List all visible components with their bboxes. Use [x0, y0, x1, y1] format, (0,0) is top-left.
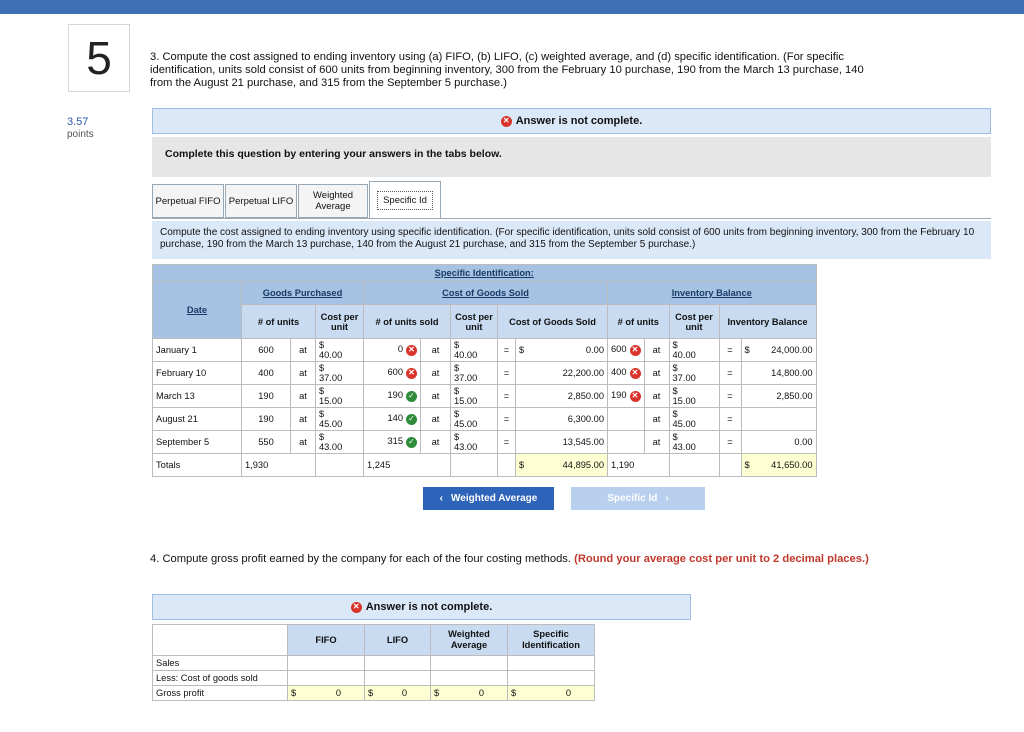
dollar-sign: $ [319, 409, 325, 419]
totals-sold: 1,245 [364, 454, 451, 477]
units-sold-input[interactable] [364, 362, 421, 385]
units-sold-value: 315 [387, 436, 403, 447]
at-label: at [291, 431, 316, 454]
at-label: at [421, 408, 451, 431]
equals-sign: = [719, 408, 741, 431]
tab-label: Specific Id [377, 191, 433, 210]
sales-fifo-input[interactable] [288, 656, 365, 671]
col-inv-units: # of units [608, 305, 670, 339]
col-inv-balance: Inventory Balance [719, 305, 816, 339]
cost-value: 40.00 [319, 350, 343, 360]
inv-balance-value [741, 385, 816, 408]
units-sold-input[interactable] [364, 385, 421, 408]
col-cogs: Cost of Goods Sold [498, 305, 608, 339]
at-label: at [644, 385, 669, 408]
inv-units-value: 600 [611, 344, 627, 355]
cost-value: 45.00 [672, 419, 696, 429]
question-4-text: 4. Compute gross profit earned by the company for each of the four costing methods. (Round your average cost per unit to 2 decimal places.) [150, 553, 869, 565]
chevron-right-icon: › [665, 493, 669, 504]
dollar-sign: $ [454, 386, 460, 396]
at-label: at [644, 362, 669, 385]
col-units: # of units [242, 305, 316, 339]
row-date: February 10 [153, 362, 242, 385]
error-icon: ✕ [406, 345, 417, 356]
dollar-sign: $ [319, 340, 325, 350]
sales-sid-input[interactable] [508, 656, 595, 671]
cost-per-unit-input[interactable] [316, 339, 364, 362]
equals-sign: = [719, 362, 741, 385]
gross-profit-sid: $ 0 [508, 686, 595, 701]
at-label: at [421, 362, 451, 385]
cost-value: 43.00 [319, 442, 343, 452]
tab-specific-id[interactable] [369, 181, 441, 219]
dollar-sign: $ [672, 363, 678, 373]
cost-value: 15.00 [672, 396, 696, 406]
error-icon: ✕ [351, 602, 362, 613]
dollar-sign: $ [319, 432, 325, 442]
inv-balance-value [741, 408, 816, 431]
dollar-sign: $ [672, 409, 678, 419]
cost-value: 45.00 [319, 419, 343, 429]
inv-balance-value [741, 362, 816, 385]
inv-units-value: 190 [611, 390, 627, 401]
inv-balance-amount: 0.00 [794, 437, 813, 447]
cogs-amount: 6,300.00 [567, 414, 604, 424]
dollar-sign: $ [454, 409, 460, 419]
totals-cogs[interactable]: $ 44,895.00 [516, 454, 608, 477]
gross-profit-lifo: $ 0 [365, 686, 431, 701]
instructions: Complete this question by entering your answers in the tabs below. [152, 137, 991, 177]
group-cogs: Cost of Goods Sold [364, 282, 608, 305]
cogs-amount: 0.00 [585, 345, 604, 355]
cogs-amount: 13,545.00 [562, 437, 604, 447]
inv-units-input[interactable] [608, 431, 645, 454]
q4-status-banner [152, 594, 691, 620]
inv-balance-amount: 2,850.00 [776, 391, 813, 401]
col-inv-cost-per-unit: Cost per unit [669, 305, 719, 339]
equals-sign: = [719, 339, 741, 362]
at-label: at [291, 408, 316, 431]
units-sold-value: 600 [387, 367, 403, 378]
points-label: points [67, 129, 94, 140]
inv-cost-per-unit [669, 385, 719, 408]
gross-profit-wa: $ 0 [431, 686, 508, 701]
dollar-sign: $ [454, 340, 460, 350]
equals-sign: = [498, 431, 516, 454]
gross-profit-fifo: $ 0 [288, 686, 365, 701]
totals-inv-units: 1,190 [608, 454, 670, 477]
cogs-lifo-input[interactable] [365, 671, 431, 686]
col-specific-identification: Specific Identification [508, 625, 595, 656]
cost-value: 37.00 [319, 373, 343, 383]
group-inventory: Inventory Balance [608, 282, 817, 305]
cost-value: 40.00 [454, 350, 478, 360]
row-date: January 1 [153, 339, 242, 362]
error-icon: ✕ [630, 345, 641, 356]
units-sold-input[interactable] [364, 408, 421, 431]
units-input[interactable]: 190 [242, 385, 291, 408]
units-input[interactable]: 600 [242, 339, 291, 362]
units-sold-input[interactable] [364, 339, 421, 362]
at-label: at [291, 362, 316, 385]
at-label: at [644, 408, 669, 431]
cogs-value [516, 339, 608, 362]
col-sold-cost-per-unit: Cost per unit [451, 305, 498, 339]
inv-units-value: 400 [611, 367, 627, 378]
question-number: 5 [68, 24, 130, 92]
tab-perpetual-fifo[interactable] [152, 184, 224, 218]
cogs-wa-input[interactable] [431, 671, 508, 686]
totals-inv-balance[interactable]: $ 41,650.00 [741, 454, 816, 477]
sub-question: Compute the cost assigned to ending inventory using specific identification. (For specific identification, units sold consist of 600 units from beginning inventory, 300 from the February 10 purchase, 190 from the March 13 purchase, 140 from the August 21 purchase, and 315 from the September 5 purchase.) [152, 221, 991, 259]
row-date: August 21 [153, 408, 242, 431]
check-icon: ✓ [406, 391, 417, 402]
at-label: at [291, 385, 316, 408]
check-icon: ✓ [406, 414, 417, 425]
row-date: September 5 [153, 431, 242, 454]
specific-id-table [152, 264, 817, 477]
inv-cost-per-unit [669, 339, 719, 362]
totals-units: 1,930 [242, 454, 316, 477]
question-text: 3. Compute the cost assigned to ending inventory using (a) FIFO, (b) LIFO, (c) weighted average, and (d) specific identification. (For specific identification, units sold consist of 600 units from beginning inventory, 300 from the February 10 purchase, 190 from the March 13 purchase, 140 from the August 21 purchase, and 315 from the September 5 purchase.) [150, 51, 864, 89]
answer-status-text: Answer is not complete. [515, 115, 643, 127]
inv-cost-per-unit [669, 362, 719, 385]
dollar-sign: $ [319, 363, 325, 373]
inv-cost-per-unit [669, 431, 719, 454]
tab-label: Weighted Average [313, 190, 353, 212]
cost-value: 15.00 [319, 396, 343, 406]
cost-value: 43.00 [672, 442, 696, 452]
cost-value: 43.00 [454, 442, 478, 452]
cost-value: 37.00 [672, 373, 696, 383]
cogs-amount: 22,200.00 [562, 368, 604, 378]
inv-units-input[interactable] [608, 385, 645, 408]
dollar-sign: $ [744, 345, 750, 355]
dollar-sign: $ [319, 386, 325, 396]
equals-sign: = [498, 339, 516, 362]
sales-lifo-input[interactable] [365, 656, 431, 671]
q4-status-text: Answer is not complete. [365, 601, 493, 613]
at-label: at [421, 431, 451, 454]
at-label: at [421, 339, 451, 362]
cost-per-unit-input[interactable] [316, 408, 364, 431]
sold-cost-per-unit [451, 431, 498, 454]
answer-status-banner [152, 108, 991, 134]
inv-balance-amount: 24,000.00 [771, 345, 813, 355]
col-weighted-average: Weighted Average [431, 625, 508, 656]
col-units-sold: # of units sold [364, 305, 451, 339]
row-cogs: Less: Cost of goods sold [153, 671, 288, 686]
units-sold-value: 0 [397, 344, 403, 355]
table-row [153, 385, 817, 408]
error-icon: ✕ [501, 116, 512, 127]
units-input[interactable]: 400 [242, 362, 291, 385]
equals-sign: = [719, 431, 741, 454]
error-icon: ✕ [630, 391, 641, 402]
cost-per-unit-input[interactable] [316, 431, 364, 454]
at-label: at [421, 385, 451, 408]
table-row [153, 339, 817, 362]
totals-label: Totals [153, 454, 242, 477]
cogs-fifo-input[interactable] [288, 671, 365, 686]
row-sales: Sales [153, 656, 288, 671]
col-cost-per-unit: Cost per unit [316, 305, 364, 339]
inv-balance-amount: 14,800.00 [771, 368, 813, 378]
tab-perpetual-lifo[interactable] [225, 184, 297, 218]
inv-cost-per-unit [669, 408, 719, 431]
cogs-value [516, 408, 608, 431]
cost-value: 40.00 [672, 350, 696, 360]
units-input[interactable]: 190 [242, 408, 291, 431]
tab-label: Perpetual FIFO [155, 195, 221, 207]
error-icon: ✕ [630, 368, 641, 379]
cost-per-unit-input[interactable] [316, 362, 364, 385]
tab-label: Perpetual LIFO [228, 195, 294, 207]
equals-sign: = [498, 362, 516, 385]
units-sold-value: 140 [387, 413, 403, 424]
cogs-amount: 2,850.00 [567, 391, 604, 401]
inv-balance-value [741, 431, 816, 454]
cost-value: 37.00 [454, 373, 478, 383]
sold-cost-per-unit [451, 362, 498, 385]
error-icon: ✕ [406, 368, 417, 379]
row-gross-profit: Gross profit [153, 686, 288, 701]
top-bar [0, 0, 1024, 14]
table-row [153, 362, 817, 385]
col-lifo: LIFO [365, 625, 431, 656]
cost-per-unit-input[interactable] [316, 385, 364, 408]
cogs-sid-input[interactable] [508, 671, 595, 686]
sold-cost-per-unit [451, 385, 498, 408]
tab-weighted-average[interactable] [298, 184, 368, 218]
next-tab-button[interactable]: Specific Id › [571, 487, 705, 510]
tab-divider [152, 218, 991, 219]
table-row [153, 408, 817, 431]
col-date: Date [153, 282, 242, 339]
cogs-value [516, 362, 608, 385]
at-label: at [644, 431, 669, 454]
table-row [153, 431, 817, 454]
points-value: 3.57 [67, 116, 89, 128]
chevron-left-icon: ‹ [439, 493, 443, 504]
prev-tab-button[interactable]: ‹ Weighted Average [423, 487, 554, 510]
inv-units-input[interactable] [608, 408, 645, 431]
dollar-sign: $ [454, 363, 460, 373]
dollar-sign: $ [454, 432, 460, 442]
gross-profit-table [152, 624, 595, 701]
dollar-sign: $ [672, 340, 678, 350]
cost-value: 45.00 [454, 419, 478, 429]
inv-units-input[interactable] [608, 362, 645, 385]
group-goods-purchased: Goods Purchased [242, 282, 364, 305]
cogs-value [516, 431, 608, 454]
sales-wa-input[interactable] [431, 656, 508, 671]
sold-cost-per-unit [451, 339, 498, 362]
dollar-sign: $ [519, 345, 525, 355]
table-title: Specific Identification: [153, 265, 817, 282]
equals-sign: = [719, 385, 741, 408]
units-sold-input[interactable] [364, 431, 421, 454]
inv-units-input[interactable] [608, 339, 645, 362]
check-icon: ✓ [406, 437, 417, 448]
cogs-value [516, 385, 608, 408]
units-sold-value: 190 [387, 390, 403, 401]
dollar-sign: $ [672, 432, 678, 442]
inv-balance-value [741, 339, 816, 362]
dollar-sign: $ [672, 386, 678, 396]
cost-value: 15.00 [454, 396, 478, 406]
at-label: at [644, 339, 669, 362]
equals-sign: = [498, 385, 516, 408]
row-date: March 13 [153, 385, 242, 408]
col-fifo: FIFO [288, 625, 365, 656]
units-input[interactable]: 550 [242, 431, 291, 454]
equals-sign: = [498, 408, 516, 431]
at-label: at [291, 339, 316, 362]
sold-cost-per-unit [451, 408, 498, 431]
